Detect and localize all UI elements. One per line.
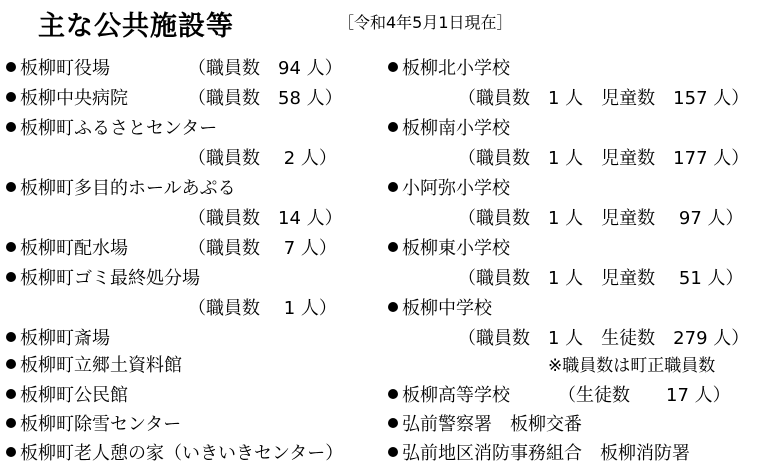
bullet-icon [6,447,16,457]
staff-count: （職員数 1 人 児童数 97 人） [458,208,744,229]
as-of-date: ［令和4年5月1日現在］ [338,13,513,32]
list-item [388,385,510,407]
staff-count: （職員数 1 人 生徒数 279 人） [458,328,750,349]
bullet-icon [6,62,16,72]
bullet-icon [388,302,398,312]
list-item [388,298,492,320]
staff-count: （職員数 14 人） [188,208,343,229]
list-item [388,118,510,140]
staff-count: （職員数 2 人） [188,148,337,169]
list-item [388,414,582,436]
staff-count: （職員数 1 人 児童数 177 人） [458,148,750,169]
page-title: 主な公共施設等 [38,11,234,42]
facility-name: 板柳町公民館 [20,385,128,406]
bullet-icon [388,62,398,72]
bullet-icon [6,359,16,369]
facility-name: 板柳北小学校 [402,58,510,79]
bullet-icon [388,418,398,428]
bullet-icon [6,332,16,342]
bullet-icon [388,389,398,399]
list-item [388,58,510,80]
staff-count: （職員数 58 人） [188,88,343,109]
facility-name: 板柳町斎場 [20,328,110,349]
list-item [6,385,128,407]
bullet-icon [6,182,16,192]
facility-name: 板柳町除雪センター [20,414,182,435]
facility-name: 板柳東小学校 [402,238,510,259]
staff-count: （職員数 94 人） [188,58,343,79]
staff-note: ※職員数は町正職員数 [548,356,716,376]
bullet-icon [6,272,16,282]
list-item [388,178,510,200]
bullet-icon [6,389,16,399]
bullet-icon [388,122,398,132]
facility-name: 板柳町配水場 [20,238,128,259]
list-item [6,118,217,140]
list-item [6,268,200,290]
facility-name: 板柳町老人憩の家（いきいきセンター） [20,443,344,464]
facility-name: 弘前警察署 板柳交番 [402,414,582,435]
facility-name: 板柳町ふるさとセンター [20,118,218,139]
facility-name: 板柳町多目的ホールあぷる [20,178,236,199]
list-item [6,58,110,80]
facility-name: 板柳中学校 [402,298,492,319]
facility-name: 弘前地区消防事務組合 板柳消防署 [402,443,690,464]
bullet-icon [388,447,398,457]
bullet-icon [6,242,16,252]
staff-count: （生徒数 17 人） [558,385,731,406]
staff-count: （職員数 1 人） [188,298,337,319]
list-item [6,443,343,465]
facility-name: 板柳町役場 [20,58,110,79]
list-item [388,238,510,260]
list-item [6,178,236,200]
list-item [6,88,128,110]
facility-name: 板柳高等学校 [402,385,510,406]
bullet-icon [6,92,16,102]
staff-count: （職員数 1 人 児童数 51 人） [458,268,744,289]
facility-name: 板柳南小学校 [402,118,510,139]
list-item [6,328,110,350]
staff-count: （職員数 1 人 児童数 157 人） [458,88,750,109]
bullet-icon [388,242,398,252]
facility-name: 板柳町ゴミ最終処分場 [20,268,200,289]
bullet-icon [6,418,16,428]
list-item [6,355,182,377]
bullet-icon [6,122,16,132]
list-item [6,414,181,436]
facility-name: 小阿弥小学校 [402,178,510,199]
staff-count: （職員数 7 人） [188,238,337,259]
facility-name: 板柳町立郷土資料館 [20,355,182,376]
facility-name: 板柳中央病院 [20,88,128,109]
bullet-icon [388,182,398,192]
list-item [388,443,690,465]
list-item [6,238,128,260]
